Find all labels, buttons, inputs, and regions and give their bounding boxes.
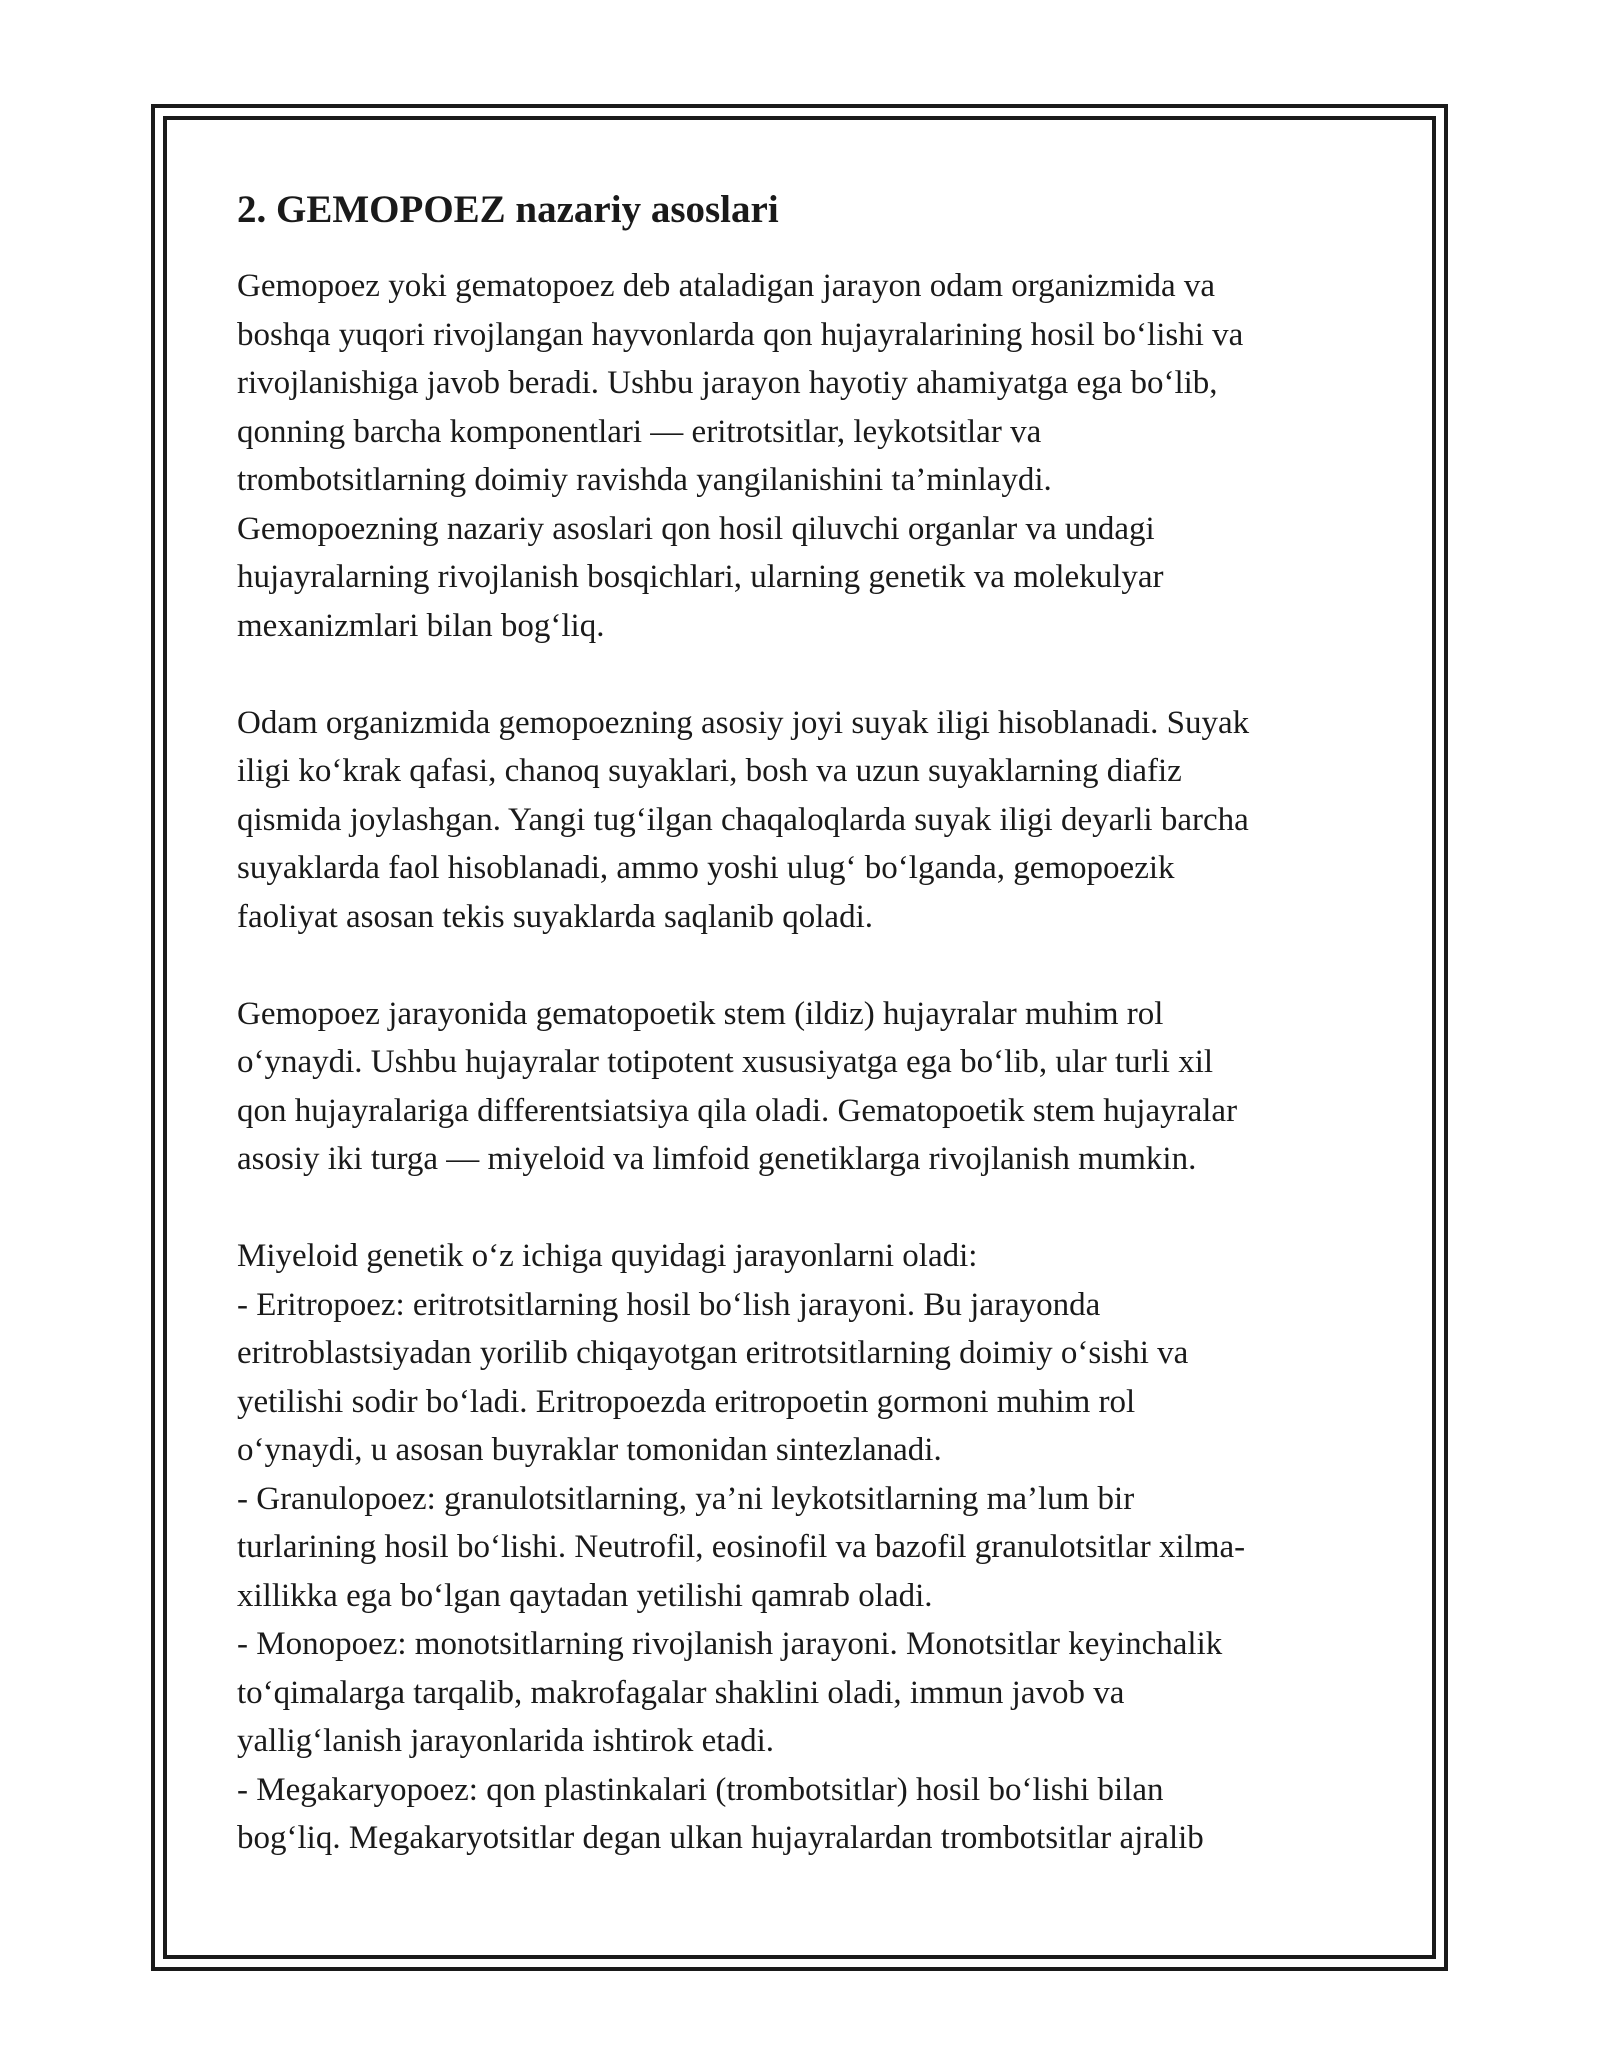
- paragraph: [237, 990, 1377, 1184]
- paragraph-line: bog‘liq. Megakaryotsitlar degan ulkan hujayralardan trombotsitlar ajralib: [237, 1820, 1204, 1856]
- paragraph-line: Gemopoezning nazariy asoslari qon hosil qiluvchi organlar va undagi: [237, 510, 1155, 547]
- paragraph-line: faoliyat asosan tekis suyaklarda saqlanib qoladi.: [237, 898, 873, 935]
- paragraph-line: yetilishi sodir bo‘ladi. Eritropoezda eritropoetin gormoni muhim rol: [237, 1383, 1136, 1420]
- paragraph-line: qismida joylashgan. Yangi tug‘ilgan chaqaloqlarda suyak iligi deyarli barcha: [237, 801, 1249, 838]
- paragraph-line: Odam organizmida gemopoezning asosiy joyi suyak iligi hisoblanadi. Suyak: [237, 704, 1250, 741]
- paragraph-line: Gemopoez yoki gematopoez deb ataladigan jarayon odam organizmida va: [237, 268, 1216, 304]
- paragraph-line: turlarining hosil bo‘lishi. Neutrofil, eosinofil va bazofil granulotsitlar xilma-: [237, 1529, 1246, 1565]
- paragraph-line: boshqa yuqori rivojlangan hayvonlarda qon hujayralarining hosil bo‘lishi va: [237, 316, 1244, 353]
- paragraph-line: rivojlanishiga javob beradi. Ushbu jarayon hayotiy ahamiyatga ega bo‘lib,: [237, 365, 1218, 401]
- paragraph-line: yallig‘lanish jarayonlarida ishtirok etadi.: [237, 1723, 775, 1759]
- paragraph: [237, 262, 1377, 650]
- paragraph-line: qon hujayralariga differentsiatsiya qila oladi. Gematopoetik stem hujayralar: [237, 1092, 1238, 1129]
- paragraph-line: qonning barcha komponentlari — eritrotsitlar, leykotsitlar va: [237, 413, 1042, 450]
- paragraph-line: - Megakaryopoez: qon plastinkalari (trombotsitlar) hosil bo‘lishi bilan: [237, 1771, 1164, 1808]
- paragraph-line: - Monopoez: monotsitlarning rivojlanish jarayoni. Monotsitlar keyinchalik: [237, 1626, 1223, 1662]
- paragraph-line: suyaklarda faol hisoblanadi, ammo yoshi ulug‘ bo‘lganda, gemopoezik: [237, 850, 1175, 886]
- paragraph-line: to‘qimalarga tarqalib, makrofagalar shaklini oladi, immun javob va: [237, 1674, 1125, 1711]
- paragraph-line: - Granulopoez: granulotsitlarning, ya’ni leykotsitlarning ma’lum bir: [237, 1480, 1135, 1517]
- paragraph-line: xillikka ega bo‘lgan qaytadan yetilishi qamrab oladi.: [237, 1577, 933, 1614]
- paragraph-line: o‘ynaydi, u asosan buyraklar tomonidan sintezlanadi.: [237, 1432, 942, 1468]
- paragraph-line: hujayralarning rivojlanish bosqichlari, ularning genetik va molekulyar: [237, 559, 1164, 595]
- paragraph-line: o‘ynaydi. Ushbu hujayralar totipotent xususiyatga ega bo‘lib, ular turli xil: [237, 1044, 1214, 1080]
- paragraph-line: - Eritropoez: eritrotsitlarning hosil bo‘lish jarayoni. Bu jarayonda: [237, 1286, 1101, 1323]
- paragraph-line: Miyeloid genetik o‘z ichiga quyidagi jarayonlarni oladi:: [237, 1238, 978, 1274]
- document-content: [237, 186, 1377, 1911]
- paragraph: [237, 1232, 1377, 1863]
- paragraph-line: mexanizmlari bilan bog‘liq.: [237, 607, 605, 644]
- paragraph-line: Gemopoez jarayonida gematopoetik stem (ildiz) hujayralar muhim rol: [237, 995, 1164, 1032]
- paragraph-line: iligi ko‘krak qafasi, chanoq suyaklari, bosh va uzun suyaklarning diafiz: [237, 753, 1182, 789]
- paragraphs-container: [237, 262, 1377, 1863]
- section-title: 2. GEMOPOEZ nazariy asoslari: [237, 188, 779, 231]
- paragraph-line: asosiy iki turga — miyeloid va limfoid genetiklarga rivojlanish mumkin.: [237, 1141, 1197, 1177]
- paragraph-line: trombotsitlarning doimiy ravishda yangilanishini ta’minlaydi.: [237, 462, 1052, 498]
- paragraph-line: eritroblastsiyadan yorilib chiqayotgan eritrotsitlarning doimiy o‘sishi va: [237, 1335, 1189, 1371]
- paragraph: [237, 699, 1377, 942]
